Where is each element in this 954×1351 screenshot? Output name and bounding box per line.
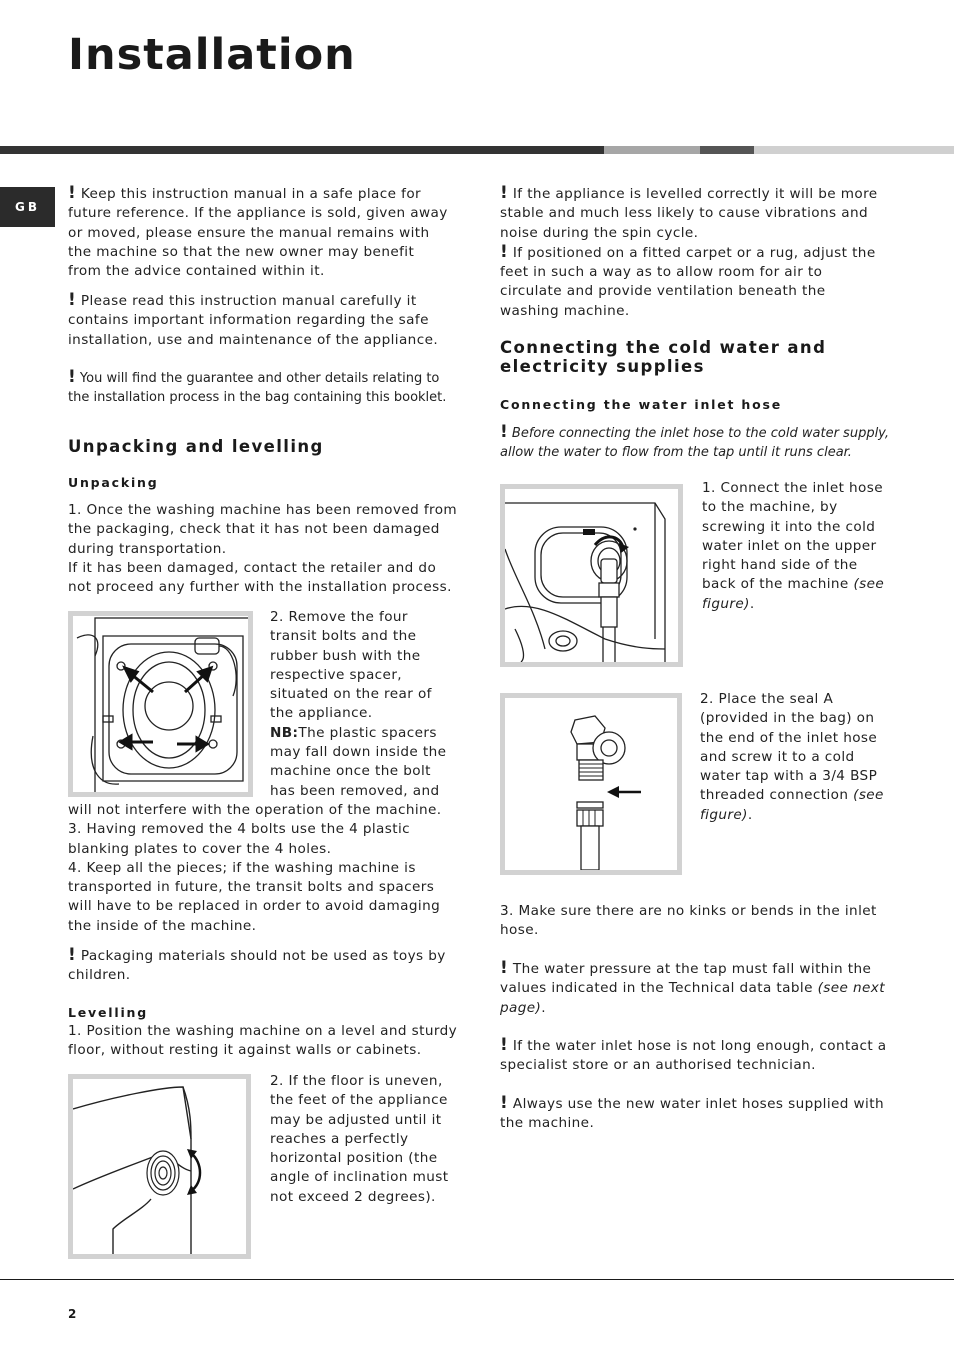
exclamation-icon: ! [500, 958, 509, 978]
levelling-step2: 2. If the floor is uneven, the feet of the appliance may be adjusted until it reaches a perfectly horizontal position (the angle of inclination must not exceed 2 degrees). [270, 1073, 449, 1205]
connecting-step3: 3. Make sure there are no kinks or bends in the inlet hose. [500, 903, 877, 939]
exclamation-icon: ! [500, 422, 508, 442]
figure-tap-connection [500, 693, 682, 875]
header-bar-light [754, 146, 954, 154]
subheading-levelling: Levelling [68, 1005, 148, 1020]
page-number: 2 [68, 1307, 77, 1321]
unpacking-steps-continued: will not interfere with the operation of the machine. 3. Having removed the 4 bolts use the 4 plastic blanking plates to cover the 4 holes. 4. Keep all the pieces; if the washing machine is transported in future, the transit bolts and spacers will have to be replaced in order to avoid damaging the inside of the machine. [68, 802, 442, 934]
figure-transit-bolts [68, 611, 253, 797]
note-read-manual: ! Please read this instruction manual carefully it contains important information regarding the safe installation, use and maintenance of the appliance. [68, 290, 439, 348]
exclamation-icon: ! [68, 367, 76, 387]
figure-levelling-foot [68, 1074, 251, 1259]
page-title: Installation [68, 30, 356, 80]
note-levelled-correctly: ! If the appliance is levelled correctly it will be more stable and much less likely to cause vibrations and noise during the spin cycle. ! If positioned on a fitted carpet or a rug, adjust the feet in such a way as to allow room for air to circulate and provide ventilation beneath the washing machine. [500, 183, 878, 319]
note-guarantee: ! You will find the guarantee and other details relating to the installation process in the bag containing this booklet. [68, 367, 447, 406]
exclamation-icon: ! [500, 183, 509, 203]
section-heading-unpacking-levelling: Unpacking and levelling [68, 437, 324, 456]
exclamation-icon: ! [500, 1035, 509, 1055]
note-before-connecting: ! Before connecting the inlet hose to the cold water supply, allow the water to flow from the tap until it runs clear. [500, 422, 890, 461]
see-figure-ref: (see figure) [702, 576, 885, 612]
note-hose-length: ! If the water inlet hose is not long enough, contact a specialist store or an authorised technician. [500, 1035, 887, 1074]
note-keep-manual: ! Keep this instruction manual in a safe place for future reference. If the appliance is sold, given away or moved, please ensure the manual remains with the machine so that the new owner may benefit from the advice contained within it. [68, 183, 448, 280]
see-figure-ref: (see figure) [700, 787, 884, 823]
see-next-page-ref: (see next page) [500, 980, 885, 1016]
subheading-water-inlet-hose: Connecting the water inlet hose [500, 397, 783, 412]
figure-inlet-connection [500, 484, 683, 667]
header-bar-mid [604, 146, 700, 154]
header-bar-dark-short [700, 146, 754, 154]
unpacking-step2: 2. Remove the four transit bolts and the rubber bush with the respective spacer, situated on the rear of the appliance. NB:The plastic spacers may fall down inside the machine once the bolt has been removed, and [270, 609, 447, 799]
subheading-unpacking: Unpacking [68, 475, 159, 490]
note-water-pressure: ! The water pressure at the tap must fall within the values indicated in the Technical data table (see next page). [500, 958, 885, 1016]
section-heading-connecting: Connecting the cold water and electricity supplies [500, 338, 827, 376]
header-bar-dark [0, 146, 604, 154]
exclamation-icon: ! [68, 290, 77, 310]
connecting-step1: 1. Connect the inlet hose to the machine, by screwing it into the cold water inlet on the upper right hand side of the back of the machine (see figure). [702, 480, 885, 612]
exclamation-icon: ! [500, 1093, 509, 1113]
nb-label: NB: [270, 724, 299, 741]
note-packaging: ! Packaging materials should not be used as toys by children. [68, 945, 446, 984]
levelling-step1: 1. Position the washing machine on a level and sturdy floor, without resting it against walls or cabinets. [68, 1023, 458, 1059]
exclamation-icon: ! [68, 945, 77, 965]
footer-rule [0, 1279, 954, 1280]
exclamation-icon: ! [500, 241, 509, 262]
note-new-hoses: ! Always use the new water inlet hoses supplied with the machine. [500, 1093, 884, 1132]
exclamation-icon: ! [68, 183, 77, 203]
language-tab: GB [0, 187, 55, 227]
connecting-step2: 2. Place the seal A (provided in the bag) on the end of the inlet hose and screw it to a cold water tap with a 3/4 BSP threaded connection (see figure). [700, 691, 884, 823]
unpacking-step1: 1. Once the washing machine has been removed from the packaging, check that it has not been damaged during transportation. If it has been damaged, contact the retailer and do not proceed any further with the installation process. [68, 502, 458, 596]
